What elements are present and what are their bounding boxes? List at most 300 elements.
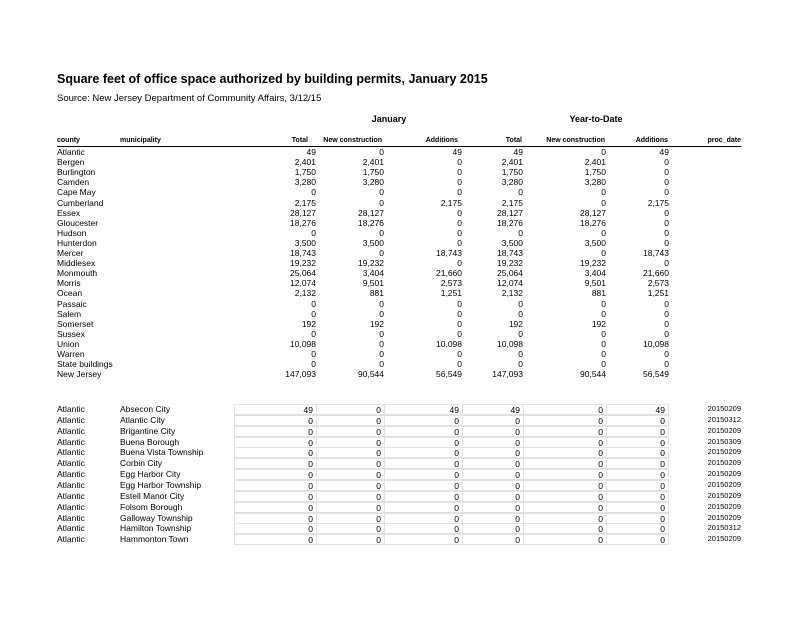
ytd-additions-value: 0 xyxy=(664,237,669,248)
jan-additions-value: 1,251 xyxy=(440,288,462,299)
jan-additions-value: 0 xyxy=(457,298,462,309)
proc-date-value: 20150209 xyxy=(707,534,741,544)
jan-additions-value: 0 xyxy=(457,318,462,329)
jan-new-value: 0 xyxy=(379,248,384,258)
county-row xyxy=(0,157,800,167)
ytd-additions-value: 0 xyxy=(664,187,669,198)
ytd-additions-value: 0 xyxy=(606,415,669,426)
jan-new-value: 0 xyxy=(379,328,384,339)
county-name: Bergen xyxy=(57,157,85,168)
jan-new-value: 3,404 xyxy=(362,268,384,279)
ytd-new-value: 0 xyxy=(601,349,606,359)
jan-additions-value: 0 xyxy=(384,534,462,545)
ytd-total-value: 147,093 xyxy=(492,369,523,380)
municipality-name: Buena Vista Township xyxy=(120,447,204,458)
jan-new-value: 2,401 xyxy=(362,157,384,168)
county-row xyxy=(0,167,800,177)
municipality-name: Brigantine City xyxy=(120,425,176,436)
ytd-additions-value: 0 xyxy=(664,349,669,359)
jan-additions-value: 0 xyxy=(457,207,462,218)
county-name: Atlantic xyxy=(57,501,85,512)
jan-additions-value: 0 xyxy=(384,480,462,491)
column-header-jan-additions: Additions xyxy=(425,137,458,144)
county-name: Union xyxy=(57,338,80,349)
county-name: Hudson xyxy=(57,227,87,238)
county-name: Middlesex xyxy=(57,258,96,269)
ytd-total-value: 12,074 xyxy=(497,278,523,289)
county-row xyxy=(0,218,800,228)
county-row xyxy=(0,359,800,369)
ytd-total-value: 25,064 xyxy=(497,268,523,279)
group-header-january: January xyxy=(371,114,407,124)
jan-new-value: 0 xyxy=(316,502,384,513)
county-name: Atlantic xyxy=(57,425,85,436)
jan-new-value: 881 xyxy=(369,288,384,299)
jan-additions-value: 0 xyxy=(384,513,462,524)
municipality-name: Hamilton Township xyxy=(120,523,192,534)
county-name: Sussex xyxy=(57,328,85,339)
ytd-new-value: 0 xyxy=(601,248,606,258)
jan-new-value: 0 xyxy=(379,349,384,359)
county-row xyxy=(0,258,800,268)
jan-additions-value: 0 xyxy=(384,447,462,458)
jan-new-value: 0 xyxy=(316,491,384,502)
ytd-new-value: 9,501 xyxy=(584,278,606,289)
county-name: Atlantic xyxy=(57,447,85,458)
municipality-row xyxy=(0,447,800,457)
municipality-name: Estell Manor City xyxy=(120,490,185,501)
ytd-new-value: 0 xyxy=(601,359,606,370)
ytd-additions-value: 0 xyxy=(606,523,669,534)
column-header-ytd-additions: Additions xyxy=(635,137,668,144)
municipality-row xyxy=(0,437,800,447)
ytd-new-value: 0 xyxy=(601,338,606,349)
ytd-total-value: 28,127 xyxy=(497,207,523,218)
jan-new-value: 0 xyxy=(379,359,384,370)
county-row xyxy=(0,329,800,339)
jan-new-value: 0 xyxy=(379,227,384,238)
jan-total-value: 0 xyxy=(234,534,316,545)
jan-total-value: 0 xyxy=(234,415,316,426)
county-row xyxy=(0,319,800,329)
county-name: Cumberland xyxy=(57,197,104,208)
municipality-row xyxy=(0,415,800,425)
ytd-additions-value: 49 xyxy=(606,404,669,415)
ytd-total-value: 0 xyxy=(462,469,523,480)
jan-total-value: 0 xyxy=(311,328,316,339)
proc-date-value: 20150209 xyxy=(707,425,741,435)
ytd-new-value: 3,404 xyxy=(584,268,606,279)
jan-new-value: 0 xyxy=(316,469,384,480)
ytd-total-value: 2,175 xyxy=(501,197,523,208)
ytd-total-value: 3,500 xyxy=(501,237,523,248)
ytd-total-value: 0 xyxy=(462,415,523,426)
ytd-total-value: 18,276 xyxy=(497,217,523,228)
ytd-total-value: 0 xyxy=(462,447,523,458)
proc-date-value: 20150312 xyxy=(707,414,741,424)
county-row xyxy=(0,349,800,359)
ytd-new-value: 0 xyxy=(523,480,606,491)
proc-date-value: 20150209 xyxy=(707,501,741,511)
ytd-new-value: 19,232 xyxy=(580,258,606,269)
source-note: Source: New Jersey Department of Community Affairs, 3/12/15 xyxy=(57,93,322,104)
ytd-total-value: 0 xyxy=(518,328,523,339)
report-title: Square feet of office space authorized by building permits, January 2015 xyxy=(57,72,488,86)
jan-additions-value: 0 xyxy=(384,491,462,502)
jan-total-value: 0 xyxy=(311,227,316,238)
county-name: Atlantic xyxy=(57,523,85,534)
county-name: Essex xyxy=(57,207,81,218)
ytd-new-value: 90,544 xyxy=(580,369,606,380)
column-header-proc-date: proc_date xyxy=(707,137,741,144)
county-name: Atlantic xyxy=(57,147,85,157)
county-row xyxy=(0,278,800,288)
municipality-row xyxy=(0,502,800,512)
column-header-county: county xyxy=(57,137,80,144)
municipality-name: Hammonton Town xyxy=(120,534,189,545)
ytd-total-value: 0 xyxy=(462,523,523,534)
ytd-total-value: 2,401 xyxy=(501,157,523,168)
ytd-new-value: 2,401 xyxy=(584,157,606,168)
ytd-additions-value: 21,660 xyxy=(643,268,669,279)
ytd-total-value: 1,750 xyxy=(501,167,523,178)
county-row xyxy=(0,288,800,298)
county-name: Atlantic xyxy=(57,512,85,523)
column-header-ytd-total: Total xyxy=(505,137,522,144)
ytd-total-value: 192 xyxy=(508,318,523,329)
ytd-additions-value: 0 xyxy=(606,513,669,524)
ytd-total-value: 0 xyxy=(518,227,523,238)
jan-new-value: 0 xyxy=(379,338,384,349)
proc-date-value: 20150209 xyxy=(707,512,741,522)
ytd-new-value: 0 xyxy=(601,187,606,198)
ytd-new-value: 0 xyxy=(601,227,606,238)
jan-additions-value: 2,573 xyxy=(440,278,462,289)
jan-total-value: 2,401 xyxy=(294,157,316,168)
jan-new-value: 0 xyxy=(316,458,384,469)
jan-total-value: 0 xyxy=(234,491,316,502)
municipality-name: Corbin City xyxy=(120,458,163,469)
municipality-row xyxy=(0,480,800,490)
jan-additions-value: 49 xyxy=(452,147,462,157)
jan-new-value: 0 xyxy=(316,534,384,545)
proc-date-value: 20150312 xyxy=(707,523,741,533)
ytd-additions-value: 0 xyxy=(664,318,669,329)
proc-date-value: 20150209 xyxy=(707,458,741,468)
ytd-new-value: 0 xyxy=(523,534,606,545)
ytd-new-value: 0 xyxy=(523,469,606,480)
jan-additions-value: 0 xyxy=(457,177,462,188)
ytd-total-value: 49 xyxy=(513,147,523,157)
jan-additions-value: 49 xyxy=(384,404,462,415)
column-header-ytd-new: New construction xyxy=(546,137,605,144)
jan-additions-value: 0 xyxy=(457,167,462,178)
county-row xyxy=(0,248,800,258)
ytd-total-value: 0 xyxy=(462,426,523,437)
jan-additions-value: 0 xyxy=(457,328,462,339)
county-name: Somerset xyxy=(57,318,94,329)
jan-additions-value: 0 xyxy=(384,502,462,513)
jan-new-value: 3,280 xyxy=(362,177,384,188)
county-name: Atlantic xyxy=(57,436,85,447)
county-row xyxy=(0,339,800,349)
ytd-additions-value: 0 xyxy=(664,207,669,218)
ytd-new-value: 3,280 xyxy=(584,177,606,188)
municipality-row xyxy=(0,458,800,468)
jan-new-value: 3,500 xyxy=(362,237,384,248)
municipality-row xyxy=(0,523,800,533)
jan-total-value: 10,098 xyxy=(290,338,316,349)
jan-total-value: 0 xyxy=(234,513,316,524)
ytd-additions-value: 0 xyxy=(664,298,669,309)
ytd-new-value: 0 xyxy=(523,404,606,415)
ytd-new-value: 0 xyxy=(601,197,606,208)
ytd-new-value: 192 xyxy=(591,318,606,329)
ytd-total-value: 0 xyxy=(462,437,523,448)
jan-additions-value: 56,549 xyxy=(436,369,462,380)
ytd-total-value: 0 xyxy=(462,513,523,524)
ytd-new-value: 28,127 xyxy=(580,207,606,218)
ytd-additions-value: 0 xyxy=(664,258,669,269)
county-name: Salem xyxy=(57,308,82,319)
county-row xyxy=(0,208,800,218)
ytd-total-value: 0 xyxy=(462,491,523,502)
jan-new-value: 28,127 xyxy=(358,207,384,218)
county-row xyxy=(0,268,800,278)
municipality-name: Folsom Borough xyxy=(120,501,183,512)
jan-total-value: 0 xyxy=(311,298,316,309)
municipality-name: Absecon City xyxy=(120,404,171,414)
ytd-new-value: 0 xyxy=(601,308,606,319)
jan-total-value: 0 xyxy=(234,480,316,491)
jan-total-value: 0 xyxy=(234,447,316,458)
jan-additions-value: 0 xyxy=(384,426,462,437)
municipality-name: Egg Harbor City xyxy=(120,469,181,480)
county-name: State buildings xyxy=(57,359,113,370)
jan-additions-value: 10,098 xyxy=(436,338,462,349)
municipality-row xyxy=(0,534,800,544)
ytd-new-value: 0 xyxy=(601,298,606,309)
proc-date-value: 20150309 xyxy=(707,436,741,446)
jan-new-value: 0 xyxy=(316,523,384,534)
municipality-row xyxy=(0,513,800,523)
ytd-new-value: 0 xyxy=(523,523,606,534)
ytd-total-value: 0 xyxy=(462,534,523,545)
county-row xyxy=(0,299,800,309)
county-row xyxy=(0,238,800,248)
jan-additions-value: 0 xyxy=(457,237,462,248)
jan-total-value: 192 xyxy=(301,318,316,329)
group-header-ytd: Year-to-Date xyxy=(569,114,623,124)
jan-total-value: 0 xyxy=(311,359,316,370)
ytd-additions-value: 49 xyxy=(659,147,669,157)
ytd-additions-value: 0 xyxy=(606,480,669,491)
county-name: New Jersey xyxy=(57,369,102,380)
jan-additions-value: 0 xyxy=(457,217,462,228)
jan-new-value: 192 xyxy=(369,318,384,329)
jan-total-value: 0 xyxy=(234,469,316,480)
jan-total-value: 0 xyxy=(311,187,316,198)
county-row xyxy=(0,309,800,319)
ytd-additions-value: 0 xyxy=(664,167,669,178)
county-name: Burlington xyxy=(57,167,96,178)
ytd-new-value: 0 xyxy=(523,437,606,448)
jan-additions-value: 0 xyxy=(384,437,462,448)
jan-total-value: 0 xyxy=(234,502,316,513)
jan-new-value: 1,750 xyxy=(362,167,384,178)
proc-date-value: 20150209 xyxy=(707,469,741,479)
ytd-additions-value: 0 xyxy=(606,447,669,458)
jan-total-value: 0 xyxy=(234,426,316,437)
column-header-jan-new: New construction xyxy=(323,137,382,144)
ytd-additions-value: 56,549 xyxy=(643,369,669,380)
ytd-total-value: 0 xyxy=(518,349,523,359)
jan-total-value: 0 xyxy=(234,437,316,448)
municipality-row xyxy=(0,426,800,436)
jan-total-value: 12,074 xyxy=(290,278,316,289)
jan-new-value: 0 xyxy=(316,426,384,437)
ytd-additions-value: 0 xyxy=(664,328,669,339)
jan-new-value: 9,501 xyxy=(362,278,384,289)
jan-new-value: 90,544 xyxy=(358,369,384,380)
ytd-total-value: 0 xyxy=(462,502,523,513)
jan-additions-value: 0 xyxy=(457,227,462,238)
ytd-new-value: 3,500 xyxy=(584,237,606,248)
jan-new-value: 0 xyxy=(379,147,384,157)
proc-date-value: 20150209 xyxy=(707,490,741,500)
ytd-additions-value: 0 xyxy=(664,157,669,168)
county-name: Atlantic xyxy=(57,479,85,490)
ytd-total-value: 0 xyxy=(518,308,523,319)
county-name: Camden xyxy=(57,177,90,188)
ytd-additions-value: 0 xyxy=(664,227,669,238)
jan-total-value: 0 xyxy=(234,523,316,534)
ytd-additions-value: 0 xyxy=(664,359,669,370)
jan-new-value: 19,232 xyxy=(358,258,384,269)
ytd-total-value: 49 xyxy=(462,404,523,415)
column-header-jan-total: Total xyxy=(291,137,308,144)
county-name: Morris xyxy=(57,278,81,289)
jan-additions-value: 0 xyxy=(457,359,462,370)
jan-total-value: 2,132 xyxy=(294,288,316,299)
ytd-additions-value: 0 xyxy=(606,502,669,513)
ytd-total-value: 0 xyxy=(518,298,523,309)
county-name: Hunterdon xyxy=(57,237,97,248)
jan-total-value: 19,232 xyxy=(290,258,316,269)
ytd-total-value: 3,280 xyxy=(501,177,523,188)
ytd-total-value: 2,132 xyxy=(501,288,523,299)
jan-additions-value: 21,660 xyxy=(436,268,462,279)
jan-additions-value: 0 xyxy=(457,349,462,359)
ytd-new-value: 1,750 xyxy=(584,167,606,178)
county-name: Atlantic xyxy=(57,458,85,469)
jan-additions-value: 0 xyxy=(384,469,462,480)
jan-new-value: 0 xyxy=(379,197,384,208)
municipality-name: Galloway Township xyxy=(120,512,193,523)
jan-new-value: 0 xyxy=(379,308,384,319)
county-name: Monmouth xyxy=(57,268,98,279)
jan-additions-value: 0 xyxy=(457,258,462,269)
jan-additions-value: 0 xyxy=(457,187,462,198)
jan-total-value: 0 xyxy=(311,308,316,319)
county-name: Atlantic xyxy=(57,404,85,414)
ytd-new-value: 18,276 xyxy=(580,217,606,228)
ytd-new-value: 0 xyxy=(523,447,606,458)
ytd-new-value: 0 xyxy=(601,328,606,339)
county-name: Atlantic xyxy=(57,414,85,425)
jan-total-value: 3,500 xyxy=(294,237,316,248)
ytd-additions-value: 2,573 xyxy=(647,278,669,289)
ytd-additions-value: 0 xyxy=(606,469,669,480)
jan-additions-value: 2,175 xyxy=(440,197,462,208)
county-name: Ocean xyxy=(57,288,83,299)
ytd-total-value: 10,098 xyxy=(497,338,523,349)
jan-new-value: 0 xyxy=(316,513,384,524)
jan-new-value: 18,276 xyxy=(358,217,384,228)
ytd-new-value: 0 xyxy=(523,415,606,426)
municipality-row xyxy=(0,469,800,479)
ytd-total-value: 0 xyxy=(462,480,523,491)
county-row xyxy=(0,147,800,157)
jan-additions-value: 0 xyxy=(384,415,462,426)
ytd-total-value: 19,232 xyxy=(497,258,523,269)
jan-new-value: 0 xyxy=(316,404,384,415)
county-name: Gloucester xyxy=(57,217,99,228)
jan-total-value: 1,750 xyxy=(294,167,316,178)
municipality-name: Egg Harbor Township xyxy=(120,479,202,490)
jan-new-value: 0 xyxy=(316,480,384,491)
jan-new-value: 0 xyxy=(316,415,384,426)
jan-total-value: 0 xyxy=(311,349,316,359)
ytd-additions-value: 0 xyxy=(606,534,669,545)
ytd-new-value: 0 xyxy=(523,502,606,513)
ytd-additions-value: 0 xyxy=(664,217,669,228)
municipality-name: Buena Borough xyxy=(120,436,180,447)
jan-new-value: 0 xyxy=(379,298,384,309)
ytd-additions-value: 18,743 xyxy=(643,248,669,258)
jan-additions-value: 0 xyxy=(384,458,462,469)
jan-total-value: 147,093 xyxy=(285,369,316,380)
jan-total-value: 49 xyxy=(234,404,316,415)
county-row xyxy=(0,228,800,238)
jan-total-value: 0 xyxy=(234,458,316,469)
county-row xyxy=(0,369,800,379)
county-row xyxy=(0,177,800,187)
municipality-row xyxy=(0,491,800,501)
jan-total-value: 2,175 xyxy=(294,197,316,208)
jan-total-value: 28,127 xyxy=(290,207,316,218)
jan-additions-value: 0 xyxy=(457,308,462,319)
ytd-additions-value: 0 xyxy=(606,458,669,469)
ytd-new-value: 0 xyxy=(523,426,606,437)
county-row xyxy=(0,198,800,208)
ytd-new-value: 0 xyxy=(523,491,606,502)
county-name: Mercer xyxy=(57,248,84,258)
county-name: Atlantic xyxy=(57,469,85,480)
jan-new-value: 0 xyxy=(379,187,384,198)
jan-total-value: 18,276 xyxy=(290,217,316,228)
ytd-total-value: 0 xyxy=(462,458,523,469)
ytd-additions-value: 2,175 xyxy=(647,197,669,208)
column-header-municipality: municipality xyxy=(120,137,161,144)
county-row xyxy=(0,187,800,197)
ytd-additions-value: 0 xyxy=(664,308,669,319)
ytd-additions-value: 0 xyxy=(606,426,669,437)
jan-additions-value: 18,743 xyxy=(436,248,462,258)
proc-date-value: 20150209 xyxy=(707,404,741,413)
ytd-new-value: 881 xyxy=(591,288,606,299)
proc-date-value: 20150209 xyxy=(707,447,741,457)
